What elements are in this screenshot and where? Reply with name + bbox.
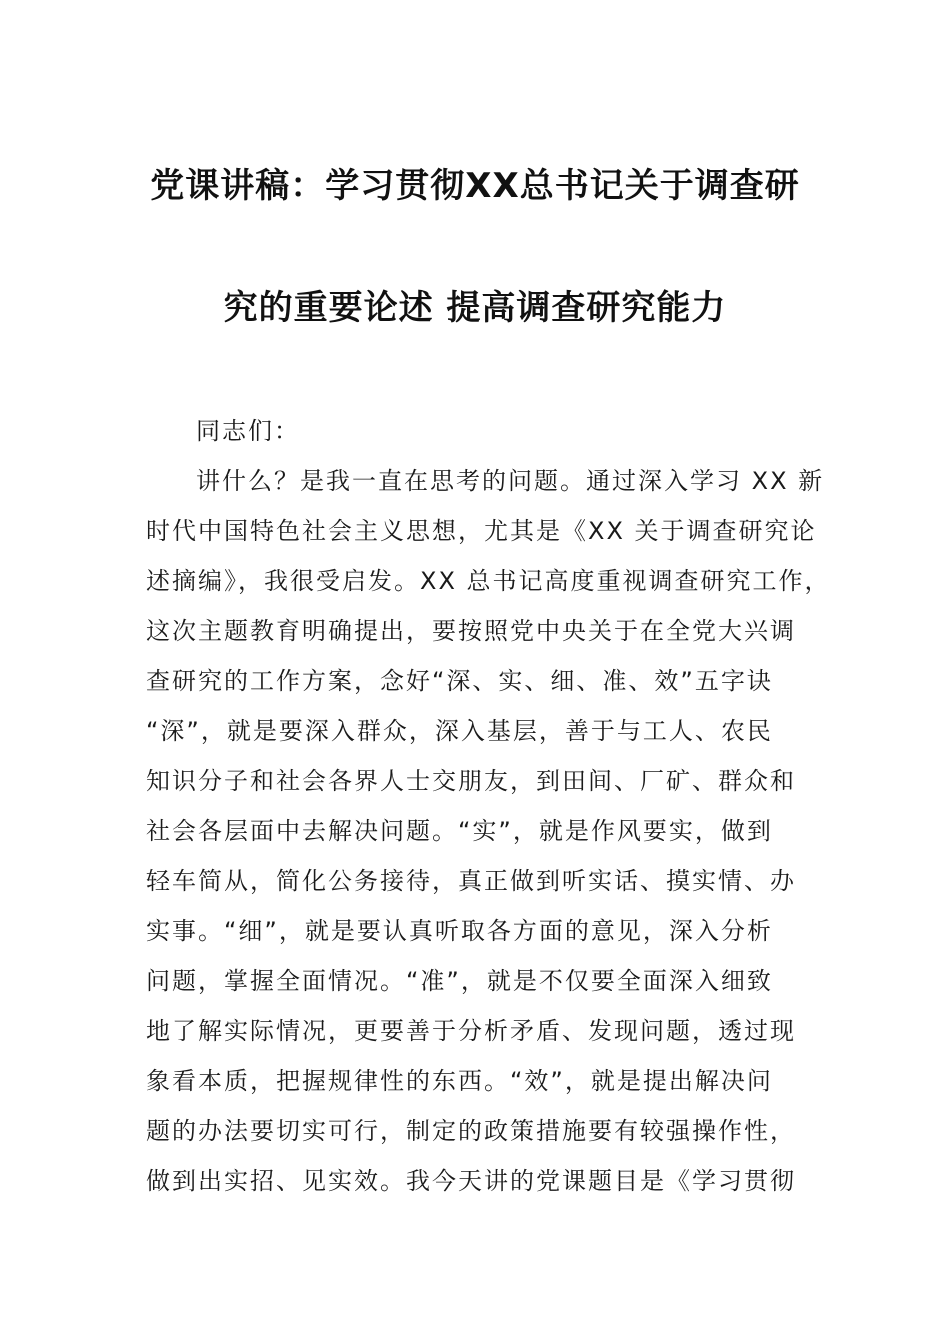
paragraph-line: 地了解实际情况，更要善于分析矛盾、发现问题，透过现 xyxy=(146,1017,796,1045)
paragraph-line: 实事。“细”，就是要认真听取各方面的意见，深入分析 xyxy=(146,917,773,945)
paragraph-line: 问题，掌握全面情况。“准”，就是不仅要全面深入细致 xyxy=(146,967,773,995)
paragraph-line: 做到出实招、见实效。我今天讲的党课题目是《学习贯彻 xyxy=(146,1167,796,1195)
paragraph-line: “深”，就是要深入群众，深入基层，善于与工人、农民 xyxy=(146,717,773,745)
paragraph-line: 查研究的工作方案，念好“深、实、细、准、效”五字诀 xyxy=(146,667,773,695)
document-title-line-1: 党课讲稿：学习贯彻XX总书记关于调查研 xyxy=(150,166,800,206)
paragraph-line: 知识分子和社会各界人士交朋友，到田间、厂矿、群众和 xyxy=(146,767,796,795)
paragraph-line: 这次主题教育明确提出，要按照党中央关于在全党大兴调 xyxy=(146,617,796,645)
paragraph-line: 述摘编》，我很受启发。XX 总书记高度重视调查研究工作， xyxy=(146,567,831,595)
paragraph-line: 讲什么？是我一直在思考的问题。通过深入学习 XX 新 xyxy=(196,467,825,495)
paragraph-line: 时代中国特色社会主义思想，尤其是《XX 关于调查研究论 xyxy=(146,517,817,545)
greeting: 同志们： xyxy=(196,417,300,445)
document-title-line-2: 究的重要论述 提高调查研究能力 xyxy=(223,288,727,328)
paragraph-line: 题的办法要切实可行，制定的政策措施要有较强操作性， xyxy=(146,1117,796,1145)
paragraph-line: 象看本质，把握规律性的东西。“效”，就是提出解决问 xyxy=(146,1067,773,1095)
paragraph-line: 社会各层面中去解决问题。“实”，就是作风要实，做到 xyxy=(146,817,773,845)
paragraph-line: 轻车简从，简化公务接待，真正做到听实话、摸实情、办 xyxy=(146,867,796,895)
